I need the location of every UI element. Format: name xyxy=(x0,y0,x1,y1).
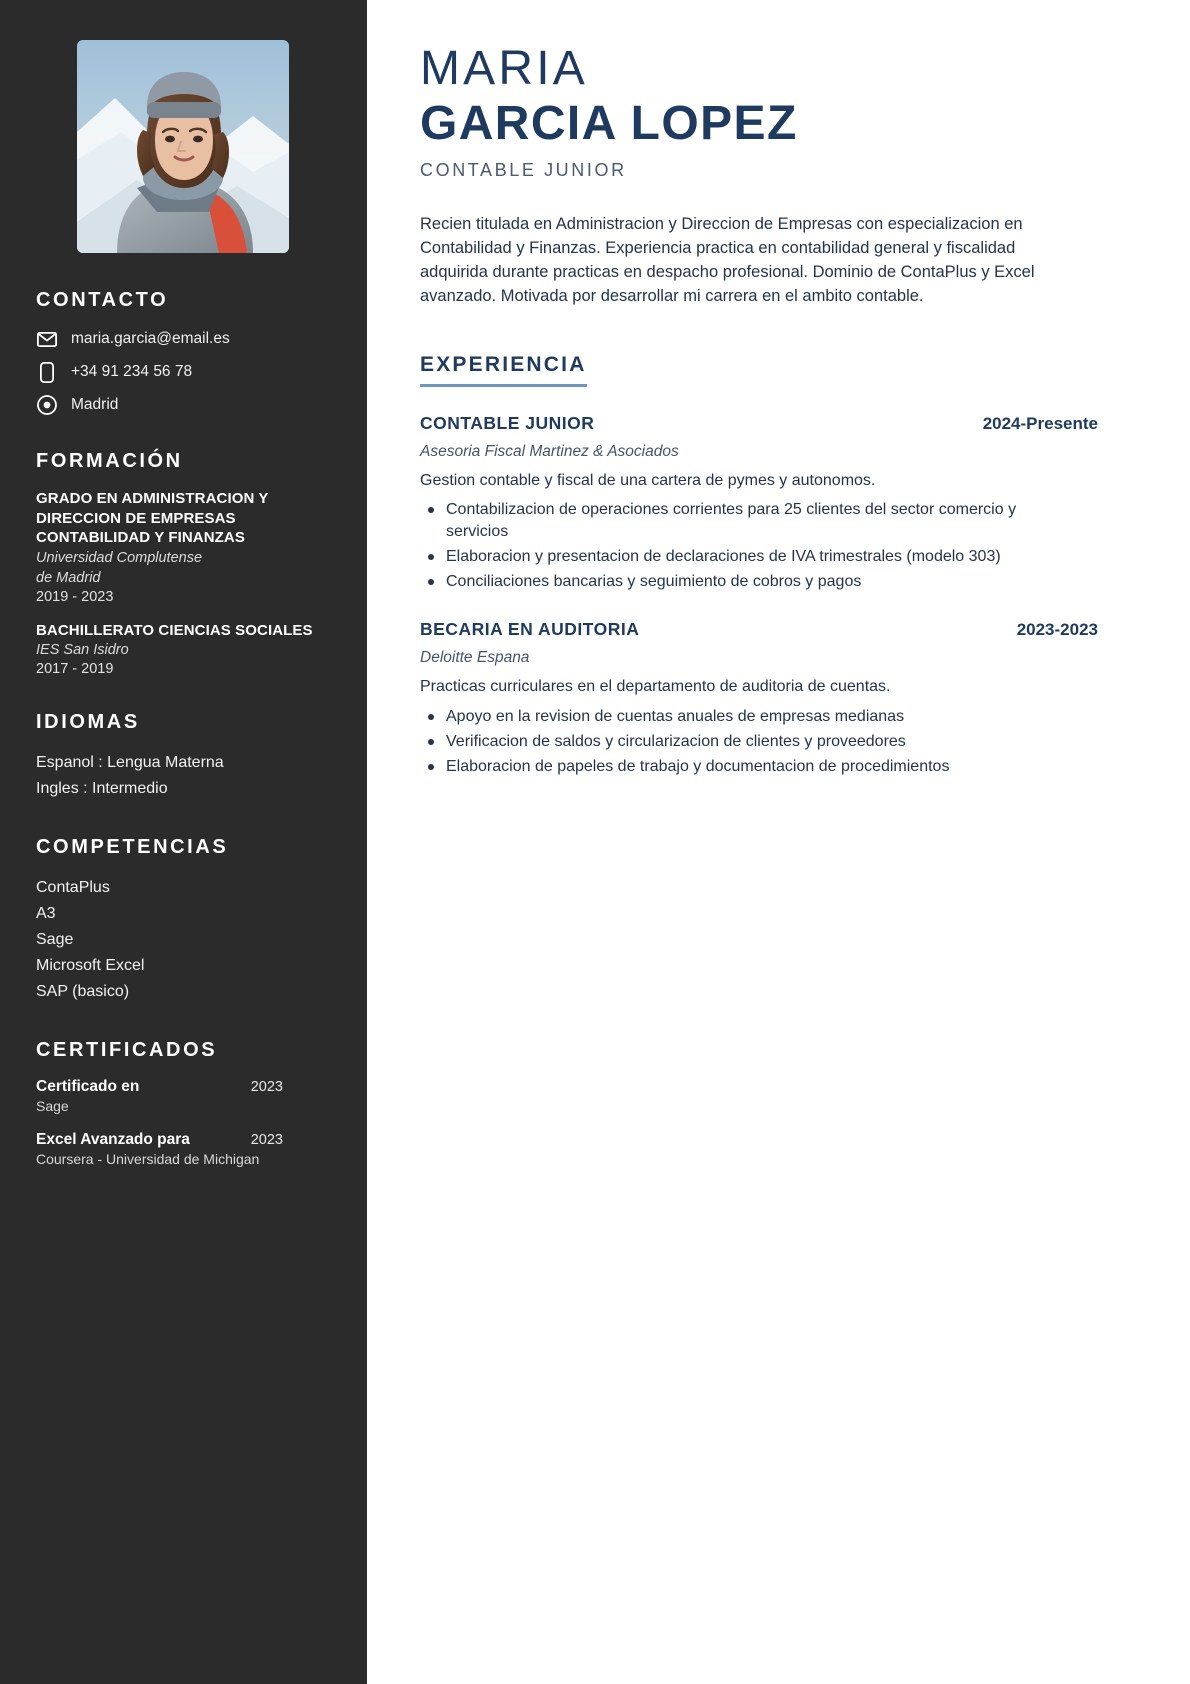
experience-entry xyxy=(420,413,1098,594)
experience-bullet-list xyxy=(420,499,1098,593)
certificate-year: 2023 xyxy=(250,1078,283,1095)
certificate-org: Sage xyxy=(36,1097,69,1114)
skill-item: Sage xyxy=(36,931,74,948)
experience-bullet: Elaboracion de papeles de trabajo y documentacion de procedimientos xyxy=(420,756,1060,778)
phone-icon xyxy=(36,361,58,383)
main-content xyxy=(367,0,1190,1684)
education-dates: 2017 - 2019 xyxy=(36,661,114,678)
certificate-name: Excel Avanzado para xyxy=(36,1130,190,1148)
certificate-year: 2023 xyxy=(250,1131,283,1148)
experience-description: Gestion contable y fiscal de una cartera de pymes y autonomos. xyxy=(420,471,876,489)
experience-entry xyxy=(420,619,1098,778)
language-item: Ingles : Intermedio xyxy=(36,780,168,798)
education-degree: BACHILLERATO CIENCIAS SOCIALES xyxy=(36,621,313,639)
skill-item: ContaPlus xyxy=(36,879,110,897)
experience-role: CONTABLE JUNIOR xyxy=(420,412,595,433)
contact-item-location[interactable] xyxy=(36,394,335,416)
experience-bullet: Elaboracion y presentacion de declaraciones de IVA trimestrales (modelo 303) xyxy=(420,546,1060,568)
experience-dates: 2024-Presente xyxy=(982,413,1098,433)
education-item xyxy=(36,489,335,605)
location-pin-icon xyxy=(36,394,58,416)
experience-bullet-list xyxy=(420,706,1098,778)
job-title: CONTABLE JUNIOR xyxy=(420,159,627,180)
skill-item: A3 xyxy=(36,905,56,923)
skill-item: Microsoft Excel xyxy=(36,956,145,974)
profile-photo xyxy=(77,40,289,253)
skill-item: SAP (basico) xyxy=(36,982,130,1000)
envelope-icon xyxy=(36,328,58,350)
experience-bullet: Apoyo en la revision de cuentas anuales de empresas medianas xyxy=(420,706,1060,728)
sidebar xyxy=(0,0,367,1684)
contact-item-email[interactable] xyxy=(36,328,335,350)
certificate-item xyxy=(36,1078,335,1114)
experience-company: Deloitte Espana xyxy=(420,649,530,667)
last-name: GARCIA LOPEZ xyxy=(420,96,798,150)
first-name: MARIA xyxy=(420,42,589,95)
languages-heading: IDIOMAS xyxy=(36,711,140,734)
profile-photo-image xyxy=(77,40,289,253)
experience-bullet: Contabilizacion de operaciones corrientes para 25 clientes del sector comercio y servicios xyxy=(420,499,1060,543)
skills-heading: COMPETENCIAS xyxy=(36,836,229,859)
experience-description: Practicas curriculares en el departamento de auditoria de cuentas. xyxy=(420,678,891,696)
certificates-heading: CERTIFICADOS xyxy=(36,1038,218,1061)
certificate-item xyxy=(36,1131,335,1167)
education-school-line1: Universidad Complutense xyxy=(36,549,203,566)
experience-dates: 2023-2023 xyxy=(1016,620,1098,640)
experience-company: Asesoria Fiscal Martinez & Asociados xyxy=(420,442,679,460)
experience-bullet: Conciliaciones bancarias y seguimiento de cobros y pagos xyxy=(420,571,1060,593)
education-degree: GRADO EN ADMINISTRACION Y DIRECCION DE EMPRESAS CONTABILIDAD Y FINANZAS xyxy=(36,490,269,546)
education-heading: FORMACIÓN xyxy=(36,450,183,472)
certificate-name: Certificado en xyxy=(36,1077,140,1095)
portrait-illustration xyxy=(77,40,289,253)
certificate-org: Coursera - Universidad de Michigan xyxy=(36,1150,260,1167)
contact-email-text: maria.garcia@email.es xyxy=(71,329,230,347)
language-item: Espanol : Lengua Materna xyxy=(36,754,224,772)
experience-role: BECARIA EN AUDITORIA xyxy=(420,619,640,640)
profile-summary: Recien titulada en Administracion y Direccion de Empresas con especializacion en Contabilidad y Finanzas. Experiencia practica en contabilidad general y fiscalidad adquirida durante practicas en despacho profesional. Dominio de ContaPlus y Excel avanzado. Motivada por desarrollar mi carrera en el ambito contable. xyxy=(420,214,1035,306)
education-school-line2: de Madrid xyxy=(36,569,101,586)
contact-heading: CONTACTO xyxy=(36,289,169,311)
experience-heading: EXPERIENCIA xyxy=(420,353,587,387)
experience-bullet: Verificacion de saldos y circularizacion de clientes y proveedores xyxy=(420,731,1060,753)
contact-location-text: Madrid xyxy=(71,395,119,413)
contact-phone-text: +34 91 234 56 78 xyxy=(71,362,193,380)
contact-item-phone[interactable] xyxy=(36,361,335,383)
education-item xyxy=(36,621,335,678)
education-school-line1: IES San Isidro xyxy=(36,642,129,659)
education-dates: 2019 - 2023 xyxy=(36,588,114,605)
